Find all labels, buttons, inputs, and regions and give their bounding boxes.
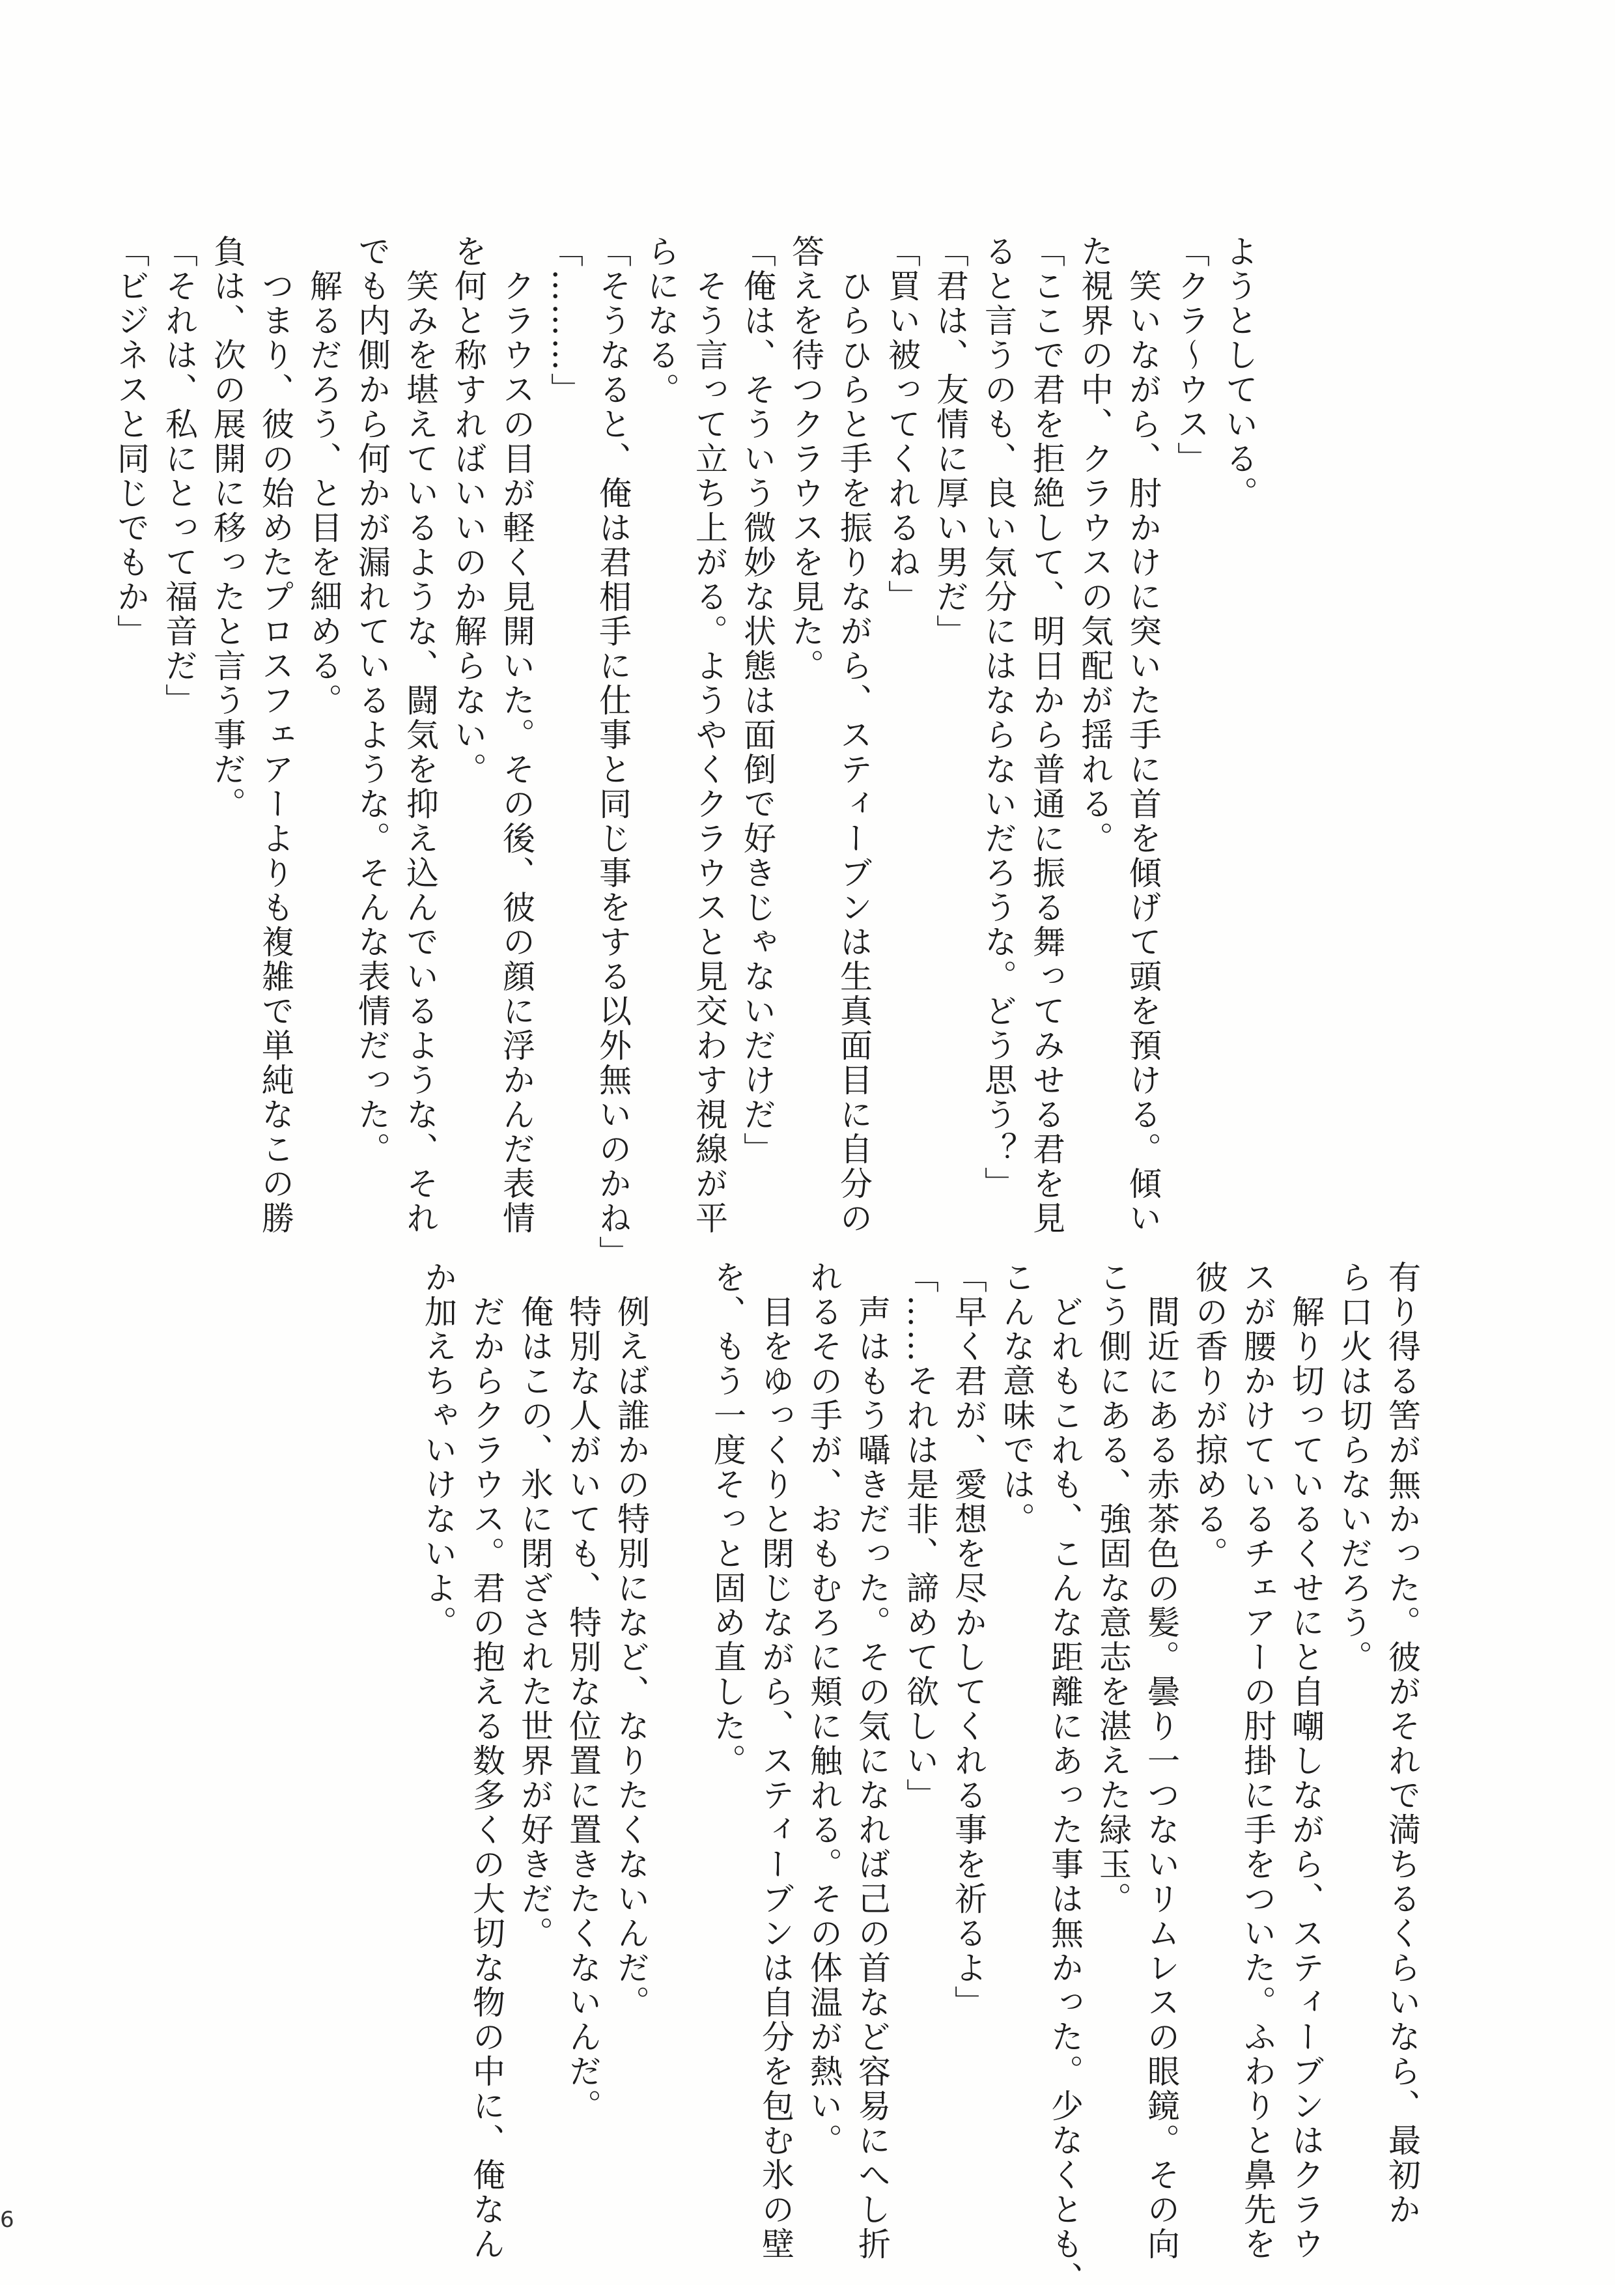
text-line: 「………」 <box>546 234 583 407</box>
text-line: 特別な人がいても、特別な位置に置きたくないんだ。 <box>564 1260 602 2123</box>
text-line: どれもこれも、こんな距離にあった事は無かった。少なくとも、 <box>1046 1260 1084 2296</box>
text-line: 有り得る筈が無かった。彼がそれで満ちるくらいなら、最初か <box>1383 1260 1421 2227</box>
text-line: 「それは、私にとって福音だ」 <box>160 234 198 718</box>
text-line: ようとしている。 <box>1220 234 1258 511</box>
text-line: ら口火は切らないだろう。 <box>1335 1260 1373 1675</box>
text-block-upper <box>107 234 1263 1270</box>
text-line: か加えちゃいけないよ。 <box>419 1260 457 1640</box>
text-line: 「俺は、そういう微妙な状態は面倒で好きじゃないだけだ」 <box>738 234 776 1167</box>
text-line: 「ここで君を拒絶して、明日から普通に振る舞ってみせる君を見 <box>1028 234 1065 1236</box>
text-line: 解るだろう、と目を細める。 <box>305 234 343 718</box>
text-line: 「そうなると、俺は君相手に仕事と同じ事をする以外無いのかね」 <box>594 234 632 1270</box>
text-line: 笑いながら、肘かけに突いた手に首を傾げて頭を預ける。傾い <box>1124 234 1162 1236</box>
text-line: ひらひらと手を振りながら、スティーブンは生真面目に自分の <box>835 234 873 1236</box>
text-line: でも内側から何かが漏れているような。そんな表情だった。 <box>353 234 391 1167</box>
text-line: 「君は、友情に厚い男だ」 <box>931 234 969 649</box>
text-block-lower <box>414 1260 1426 2296</box>
text-line: 解り切っているくせにと自嘲しながら、スティーブンはクラウ <box>1287 1260 1325 2261</box>
text-line: 笑みを堪えているような、闘気を抑え込んでいるような、それ <box>401 234 439 1236</box>
text-line: 負は、次の展開に移ったと言う事だ。 <box>208 234 246 821</box>
page-number: 6 <box>0 2207 14 2233</box>
text-line: 彼の香りが掠める。 <box>1190 1260 1228 1571</box>
text-line: こう側にある、強固な意志を湛えた緑玉。 <box>1094 1260 1132 1916</box>
text-line: 「ビジネスと同じでもか」 <box>112 234 150 649</box>
text-line: 「早く君が、愛想を尽かしてくれる事を祈るよ」 <box>949 1260 987 2020</box>
text-line: クラウスの目が軽く見開いた。その後、彼の顔に浮かんだ表情 <box>498 234 535 1236</box>
text-line: れるその手が、おもむろに頬に触れる。その体温が熱い。 <box>805 1260 843 2158</box>
text-line: 答えを待つクラウスを見た。 <box>787 234 824 683</box>
text-line: 「……それは是非、諦めて欲しい」 <box>901 1260 939 1813</box>
text-line: そう言って立ち上がる。ようやくクラウスと見交わす視線が平 <box>690 234 728 1236</box>
text-line: だからクラウス。君の抱える数多くの大切な物の中に、俺なん <box>468 1260 505 2261</box>
text-line: 目をゆっくりと閉じながら、スティーブンは自分を包む氷の壁 <box>757 1260 794 2261</box>
text-line: 例えば誰かの特別になど、なりたくないんだ。 <box>612 1260 650 2020</box>
text-line: を、もう一度そっと固め直した。 <box>709 1260 746 1778</box>
text-line: ると言うのも、良い気分にはならないだろうな。どう思う？」 <box>979 234 1017 1201</box>
text-line: つまり、彼の始めたプロスフェアーよりも複雑で単純なこの勝 <box>257 234 294 1236</box>
text-line: らになる。 <box>642 234 680 407</box>
text-line: 「クラ〜ウス」 <box>1172 234 1210 476</box>
text-line: 間近にある赤茶色の髪。曇り一つないリムレスの眼鏡。その向 <box>1142 1260 1180 2261</box>
text-line: こんな意味では。 <box>998 1260 1035 1537</box>
text-line-blank <box>655 1260 703 2140</box>
text-line: スが腰かけているチェアーの肘掛に手をついた。ふわりと鼻先を <box>1239 1260 1276 2261</box>
text-line: 声はもう囁きだった。その気になれば己の首など容易にへし折 <box>853 1260 891 2261</box>
text-line: を何と称すればいいのか解らない。 <box>449 234 487 787</box>
text-line: 俺はこの、氷に閉ざされた世界が好きだ。 <box>516 1260 554 1951</box>
text-line: た視界の中、クラウスの気配が揺れる。 <box>1076 234 1114 856</box>
text-line: 「買い被ってくれるね」 <box>883 234 921 614</box>
